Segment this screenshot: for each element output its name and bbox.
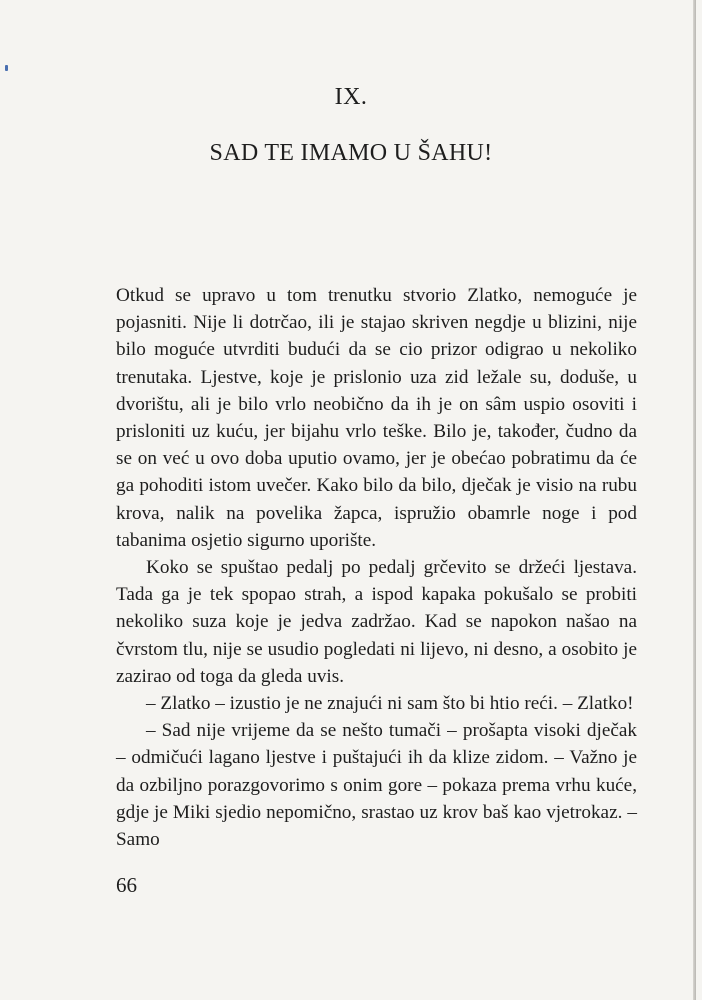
paragraph: Koko se spuštao pedalj po pedalj grčevito se držeći ljestava. Tada ga je tek spopao strah, a ispod kapaka pokušalo se probiti nekoliko suza koje je jedva zadržao. Kad se napokon našao na čvrstom tlu, nije se usudio pogledati ni lijevo, ni desno, a osobito je zazirao od toga da gleda uvis. — [116, 557, 637, 687]
body-text — [116, 282, 637, 853]
chapter-number: IX. — [334, 84, 368, 110]
paragraph: – Sad nije vrijeme da se nešto tumači – prošapta visoki dječak – odmičući lagano ljestve i puštajući ih da klize zidom. – Važno je da ozbiljno porazgovorimo s onim gore – pokaza prema vrhu kuće, gdje je Miki sjedio nepomično, srastao uz krov baš kao vjetrokaz. – Samo — [116, 720, 637, 851]
page-number: 66 — [116, 873, 137, 897]
paragraph: – Zlatko – izustio je ne znajući ni sam što bi htio reći. – Zlatko! — [146, 693, 634, 715]
chapter-title: SAD TE IMAMO U ŠAHU! — [209, 140, 493, 166]
scan-mark — [5, 65, 8, 71]
paragraph: Otkud se upravo u tom trenutku stvorio Zlatko, nemoguće je pojasniti. Nije li dotrčao, ili je stajao skriven negdje u blizini, nije bilo moguće utvrditi budući da se cio prizor odigrao u nekoliko trenutaka. Ljestve, koje je prislonio uza zid ležale su, doduše, u dvorištu, ali je bilo vrlo neobično da ih je on sâm uspio osoviti i prisloniti uz kuću, jer bijahu vrlo teške. Bilo je, također, čudno da se on već u ovo doba uputio ovamo, jer je obećao pobratimu da će ga pohoditi istom uvečer. Kako bilo da bilo, dječak je visio na rubu krova, nalik na povelika žapca, ispružio obamrle noge i pod tabanima osjetio sigurno uporište. — [116, 285, 637, 551]
